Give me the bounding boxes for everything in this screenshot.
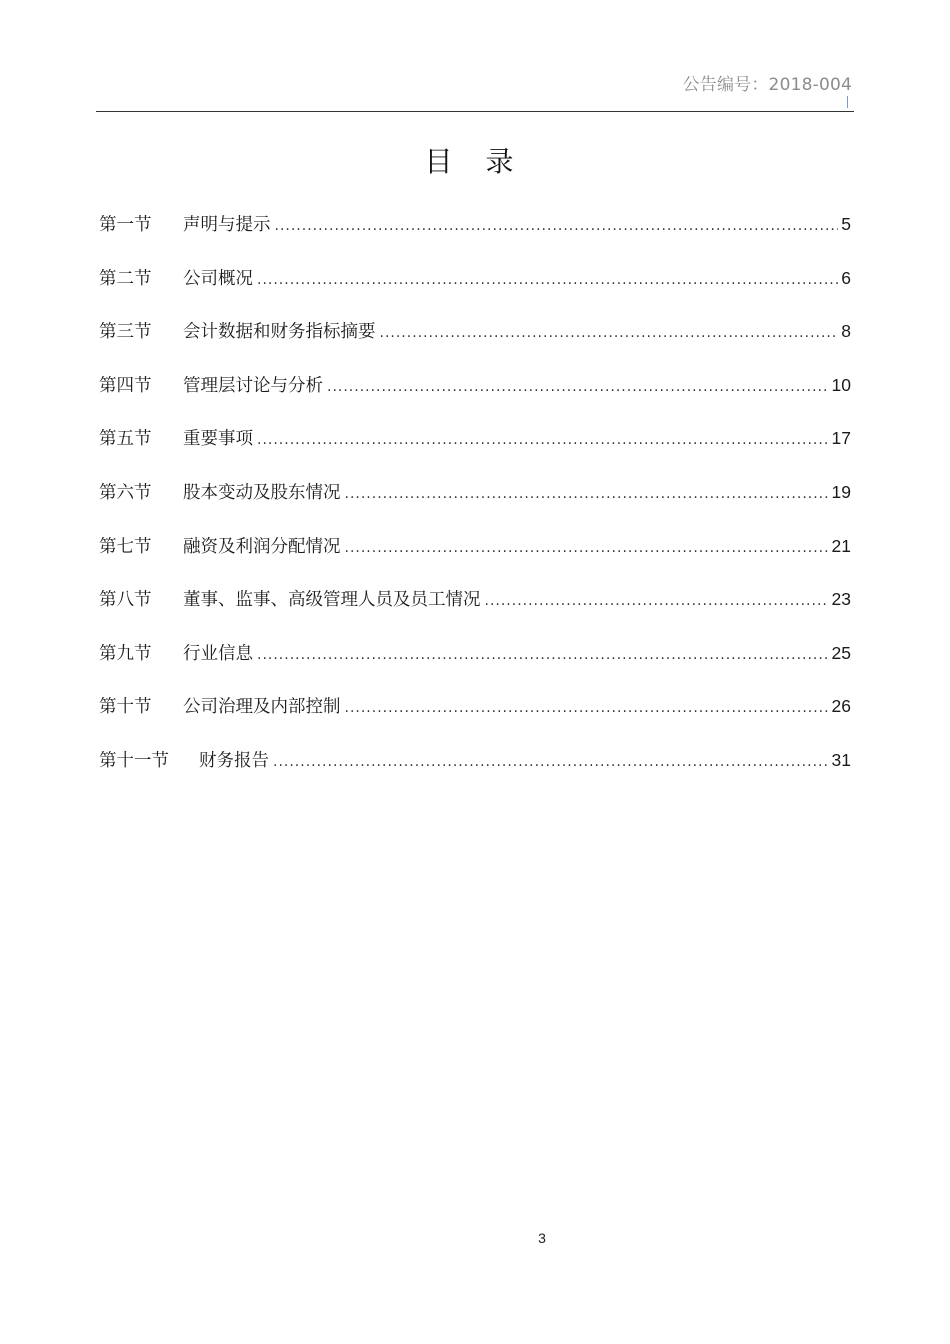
- toc-dot-leader: [345, 540, 829, 556]
- toc-section-name: 行业信息: [183, 643, 253, 664]
- toc-section-number: 第十节: [99, 697, 152, 718]
- toc-section-number: 第十一节: [99, 750, 169, 771]
- toc-dot-leader: [257, 272, 838, 288]
- toc-section-name: 声明与提示: [183, 215, 271, 235]
- toc-dot-leader: [275, 218, 839, 234]
- toc-list: [99, 211, 851, 801]
- toc-section-number: 第七节: [99, 536, 152, 557]
- toc-dot-leader: [327, 379, 829, 395]
- toc-dot-leader: [273, 754, 829, 770]
- toc-section-name: 管理层讨论与分析: [183, 375, 323, 396]
- toc-entry-1[interactable]: [99, 211, 851, 265]
- toc-page-number: 25: [831, 642, 851, 663]
- toc-dot-leader: [485, 593, 829, 609]
- toc-page-number: 21: [831, 535, 851, 556]
- toc-page-number: 31: [831, 749, 851, 770]
- toc-entry-5[interactable]: [99, 425, 851, 479]
- toc-section-number: 第八节: [99, 590, 152, 611]
- toc-page-number: 23: [831, 589, 851, 610]
- toc-page-number: 5: [841, 214, 851, 234]
- text-cursor: [847, 96, 848, 108]
- toc-section-number: 第五节: [99, 429, 152, 450]
- toc-dot-leader: [345, 700, 829, 716]
- toc-page-number: 17: [831, 428, 851, 449]
- toc-dot-leader: [345, 486, 829, 502]
- toc-section-name: 融资及利润分配情况: [183, 536, 341, 557]
- toc-title: 目 录: [424, 145, 526, 178]
- toc-entry-2[interactable]: [99, 265, 851, 319]
- toc-page-number: 10: [831, 374, 851, 395]
- toc-dot-leader: [257, 432, 829, 448]
- toc-section-number: 第一节: [99, 215, 152, 235]
- toc-page-number: 6: [841, 267, 851, 288]
- toc-section-name: 董事、监事、高级管理人员及员工情况: [183, 590, 481, 611]
- toc-page-number: 19: [831, 481, 851, 502]
- toc-section-number: 第三节: [99, 322, 152, 343]
- toc-entry-9[interactable]: [99, 640, 851, 694]
- toc-section-name: 财务报告: [199, 750, 269, 771]
- toc-entry-3[interactable]: [99, 318, 851, 372]
- toc-page-number: 8: [841, 321, 851, 342]
- toc-dot-leader: [380, 325, 839, 341]
- toc-entry-11[interactable]: [99, 747, 851, 801]
- toc-section-name: 重要事项: [183, 429, 253, 450]
- toc-dot-leader: [257, 647, 829, 663]
- header-divider: [96, 111, 854, 112]
- toc-section-number: 第二节: [99, 268, 152, 289]
- toc-section-number: 第九节: [99, 643, 152, 664]
- toc-section-number: 第四节: [99, 375, 152, 396]
- toc-entry-6[interactable]: [99, 479, 851, 533]
- toc-entry-7[interactable]: [99, 533, 851, 587]
- toc-page-number: 26: [831, 696, 851, 717]
- toc-section-name: 股本变动及股东情况: [183, 482, 341, 503]
- page-number: 3: [538, 1230, 546, 1246]
- toc-entry-8[interactable]: [99, 586, 851, 640]
- toc-entry-4[interactable]: [99, 372, 851, 426]
- toc-section-name: 公司概况: [183, 268, 253, 289]
- notice-number: 公告编号：2018-004: [682, 75, 852, 95]
- toc-section-name: 公司治理及内部控制: [183, 697, 341, 718]
- toc-entry-10[interactable]: [99, 693, 851, 747]
- toc-section-name: 会计数据和财务指标摘要: [183, 322, 376, 343]
- toc-section-number: 第六节: [99, 482, 152, 503]
